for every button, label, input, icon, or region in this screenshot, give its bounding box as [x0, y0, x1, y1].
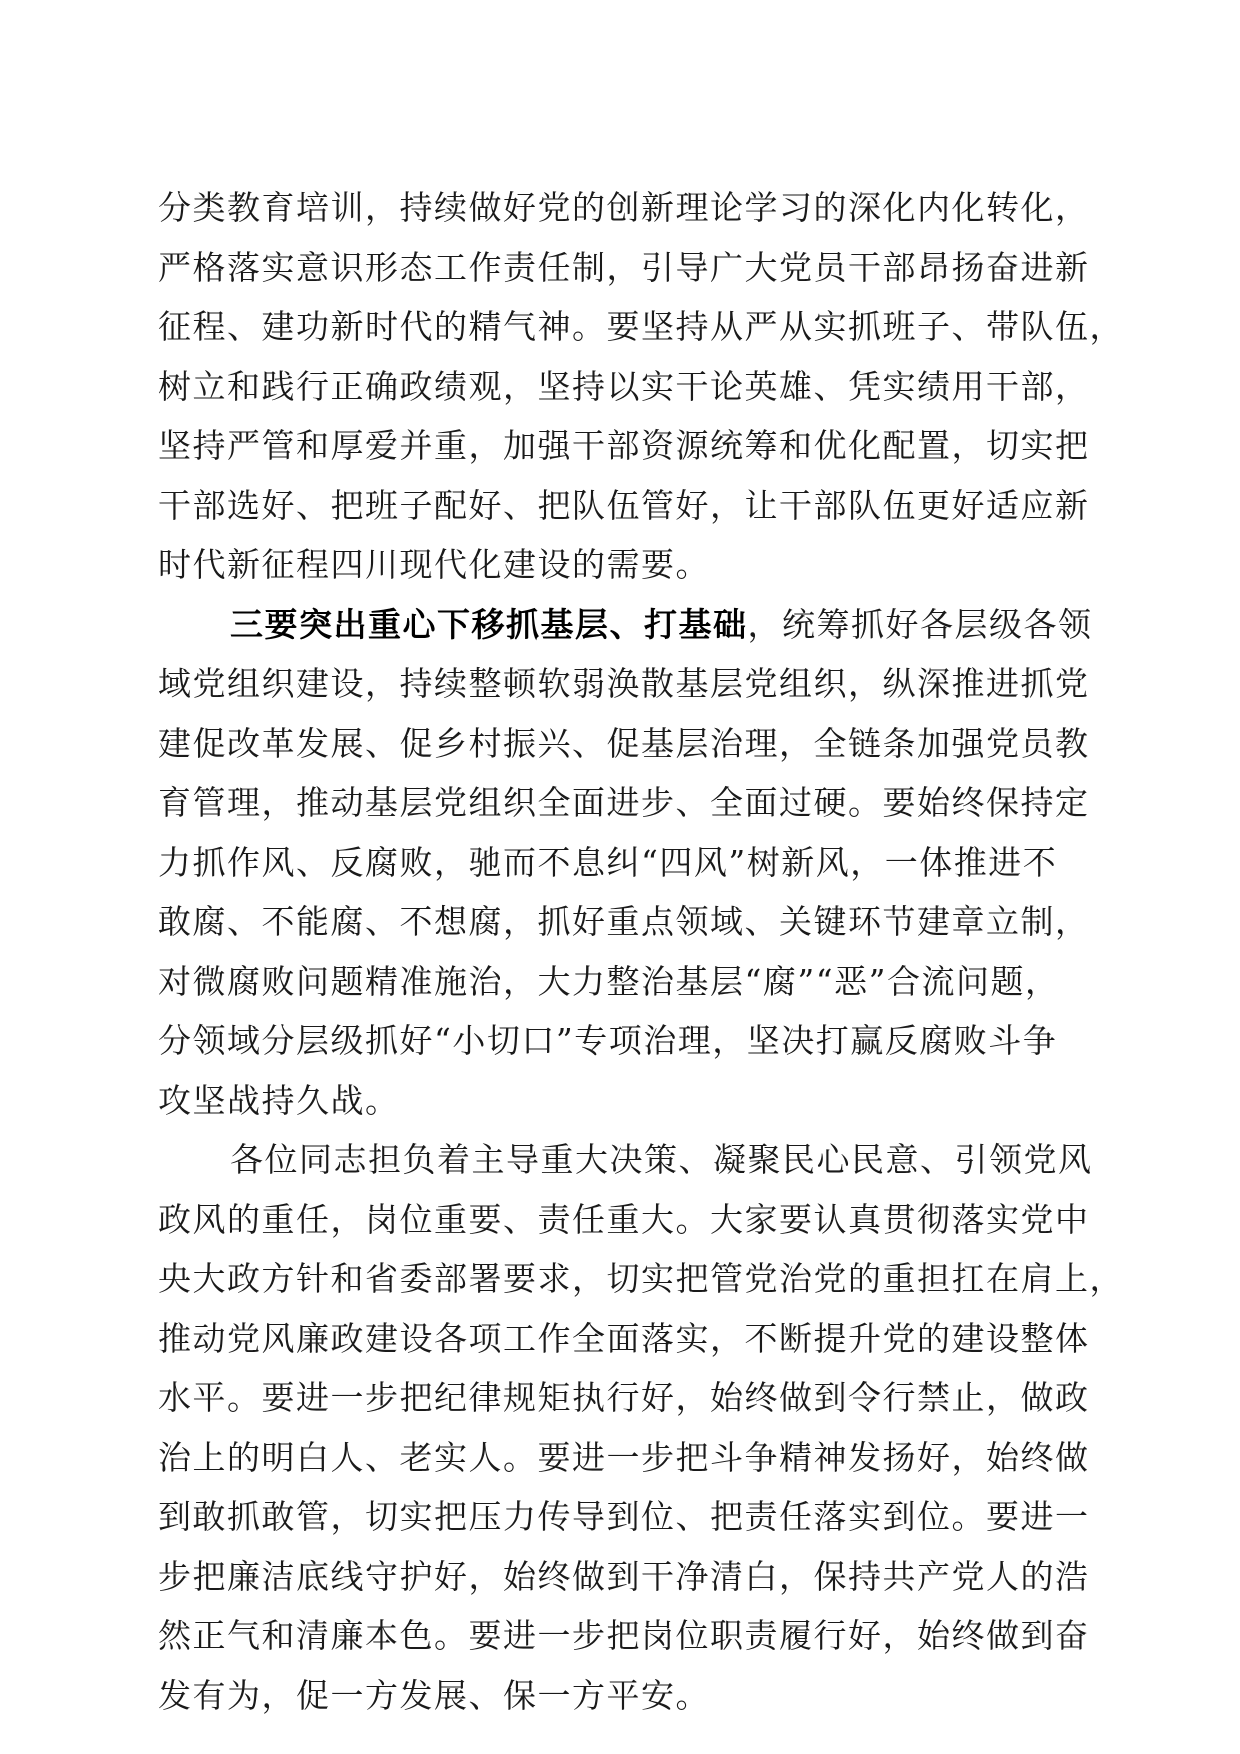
paragraph-2-heading: 三要突出重心下移抓基层、打基础 — [230, 604, 748, 644]
paragraph-3-line: 步把廉洁底线守护好，始终做到干净清白，保持共产党人的浩 — [158, 1556, 1090, 1596]
paragraph-3-line: 水平。要进一步把纪律规矩执行好，始终做到令行禁止，做政 — [158, 1378, 1090, 1417]
paragraph-1-line: 时代新征程四川现代化建设的需要。 — [158, 545, 710, 584]
paragraph-1-line: 严格落实意识形态工作责任制，引导广大党员干部昂扬奋进新 — [158, 247, 1090, 287]
paragraph-1-line: 征程、建功新时代的精气神。要坚持从严从实抓班子、带队伍， — [158, 307, 1124, 346]
paragraph-2-line: 力抓作风、反腐败，驰而不息纠“四风”树新风，一体推进不 — [158, 842, 1058, 882]
paragraph-2-line: 攻坚战持久战。 — [158, 1080, 400, 1120]
paragraph-1-line: 坚持严管和厚爱并重，加强干部资源统筹和优化配置，切实把 — [158, 426, 1090, 465]
paragraph-1-line: 分类教育培训，持续做好党的创新理论学习的深化内化转化， — [158, 188, 1090, 227]
paragraph-1-line: 干部选好、把班子配好、把队伍管好，让干部队伍更好适应新 — [158, 485, 1090, 525]
paragraph-3-line: 治上的明白人、老实人。要进一步把斗争精神发扬好，始终做 — [158, 1437, 1090, 1477]
paragraph-3-first-line: 各位同志担负着主导重大决策、凝聚民心民意、引领党风 — [230, 1140, 1093, 1179]
paragraph-2-line: 域党组织建设，持续整顿软弱涣散基层党组织，纵深推进抓党 — [158, 664, 1090, 703]
paragraph-3-line: 推动党风廉政建设各项工作全面落实，不断提升党的建设整体 — [158, 1318, 1090, 1358]
paragraph-2-line: 建促改革发展、促乡村振兴、促基层治理，全链条加强党员教 — [158, 723, 1090, 763]
paragraph-3-line: 央大政方针和省委部署要求，切实把管党治党的重担扛在肩上， — [158, 1259, 1124, 1298]
paragraph-3-line: 到敢抓敢管，切实把压力传导到位、把责任落实到位。要进一 — [158, 1497, 1090, 1536]
paragraph-2-first-line — [158, 595, 1098, 655]
paragraph-3 — [158, 1130, 1124, 1725]
paragraph-2-line: 育管理，推动基层党组织全面进步、全面过硬。要始终保持定 — [158, 783, 1090, 822]
paragraph-2-line: 分领域分层级抓好“小切口”专项治理，坚决打赢反腐败斗争 — [158, 1021, 1058, 1060]
paragraph-2-first-line-text: ，统筹抓好各层级各领 — [747, 604, 1093, 644]
paragraph-3-line: 然正气和清廉本色。要进一步把岗位职责履行好，始终做到奋 — [158, 1616, 1090, 1655]
paragraph-1-line: 树立和践行正确政绩观，坚持以实干论英雄、凭实绩用干部， — [158, 366, 1090, 406]
paragraph-3-line: 政风的重任，岗位重要、责任重大。大家要认真贯彻落实党中 — [158, 1199, 1090, 1239]
paragraph-2-line: 对微腐败问题精准施治，大力整治基层“腐”“恶”合流问题， — [158, 961, 1060, 1001]
paragraph-2 — [158, 595, 1098, 1131]
document-body — [158, 178, 1124, 1725]
paragraph-1 — [158, 178, 1124, 595]
paragraph-3-line: 发有为，促一方发展、保一方平安。 — [158, 1675, 710, 1715]
paragraph-2-line: 敢腐、不能腐、不想腐，抓好重点领域、关键环节建章立制， — [158, 902, 1090, 941]
